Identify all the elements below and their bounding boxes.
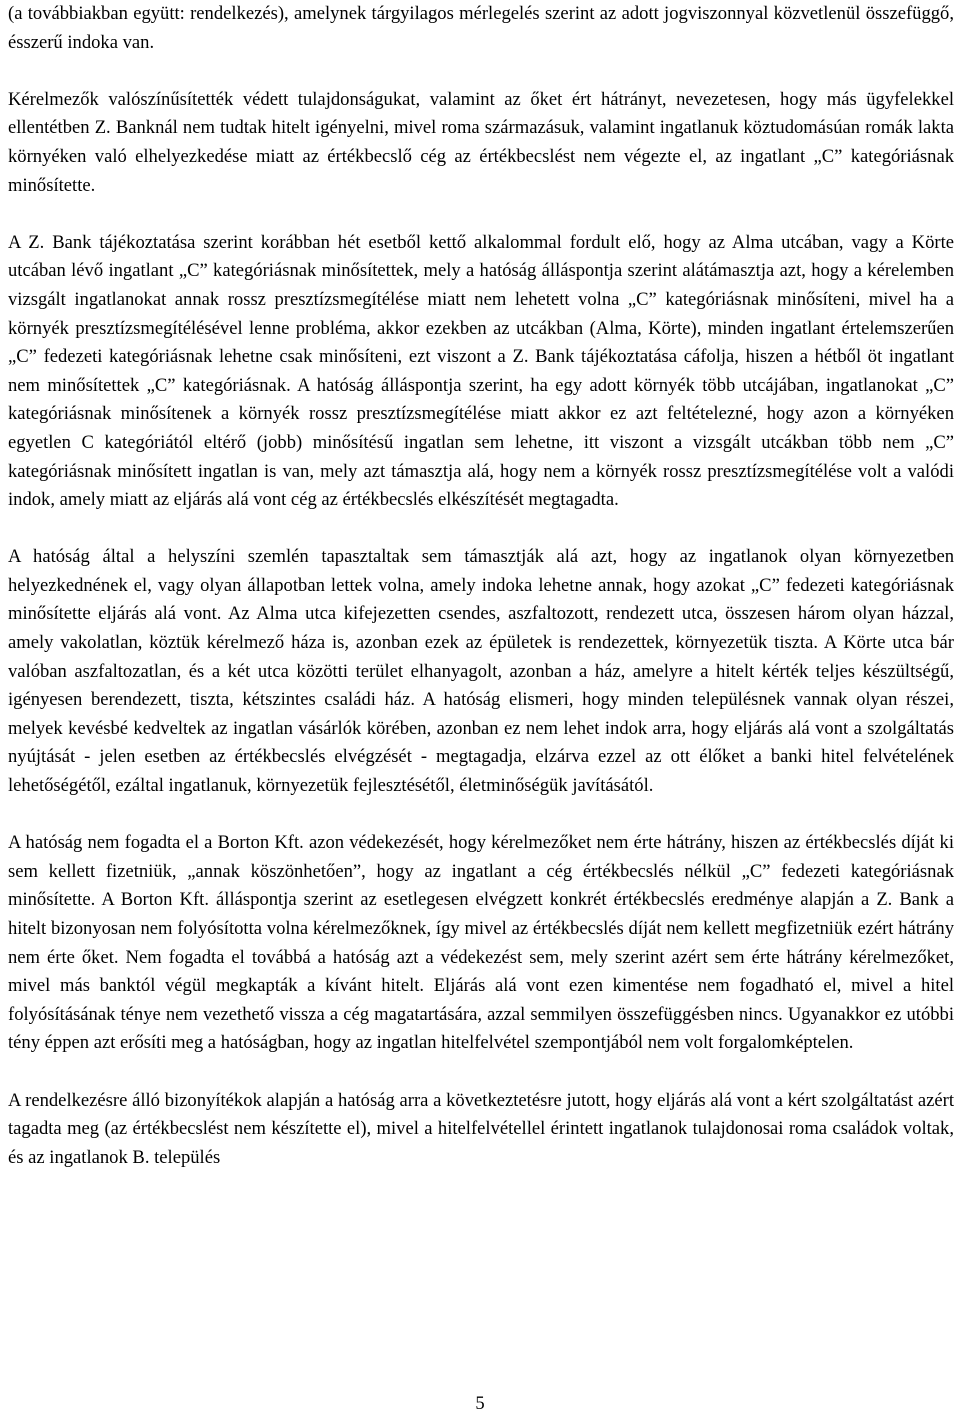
paragraph-1: (a továbbiakban együtt: rendelkezés), amelynek tárgyilagos mérlegelés szerint az adott jogviszonnyal közvetlenül összefüggő, ésszerű indoka van. xyxy=(8,3,954,53)
paragraph-gap xyxy=(8,57,954,86)
paragraph-4: A hatóság által a helyszíni szemlén tapasztaltak sem támasztják alá azt, hogy az ingatlanok olyan környezetben helyezkednének el, vagy olyan állapotban lettek volna, amely indoka lehetne annak, hogy azokat „C” fedezeti kategóriásnak minősítette eljárás alá vont. Az Alma utca kifejezetten csendes, aszfaltozott, rendezett utca, összesen három olyan házzal, amely vakolatlan, köztük kérelmező háza is, azonban ezek az épületek is rendezettek, környezetük tiszta. A Körte utca bár valóban aszfaltozatlan, és a két utca közötti terület elhanyagolt, azonban a ház, amelyre a hitelt kérték teljes készültségű, igényesen berendezett, tiszta, kétszintes családi ház. A hatóság elismeri, hogy minden településnek vannak olyan részei, melyek kevésbé kedveltek az ingatlan vásárlók körében, azonban ez nem lehet indok arra, hogy eljárás alá vont a szolgáltatás nyújtását - jelen esetben az értékbecslés elvégzését - megtagadja, elzárva ezzel az ott élőket a banki hitel felvételének lehetőségétől, ezáltal ingatlanuk, környezetük fejlesztésétől, életminőségük javításától. xyxy=(8,546,954,797)
paragraph-5: A hatóság nem fogadta el a Borton Kft. azon védekezését, hogy kérelmezőket nem érte hátrány, hiszen az értékbecslés díját ki sem kellett fizetniük, „annak köszönhetően”, hogy az ingatlant a cég értékbecslés nélkül „C” fedezeti kategóriásnak minősítette. A Borton Kft. álláspontja szerint az esetlegesen elvégzett konkrét értékbecslés eredménye alapján a Z. Bank a hitelt bizonyosan nem folyósította volna kérelmezőknek, így mivel az értékbecslés díját nem kellett megfizetniük ezért hátrány nem érte őket. Nem fogadta el továbbá a hatóság azt a védekezést sem, mely szerint azért sem érte hátrány kérelmezőket, mivel más banktól végül megkapták a kívánt hitelt. Eljárás alá vont ezen kimentése nem fogadható el, mivel a hitel folyósításának ténye nem vezethető vissza a cég magatartására, azzal semmilyen összefüggésben nincs. Ugyanakkor ez utóbbi tény éppen azt erősíti meg a hatóságban, hogy az ingatlan hitelfelvétel szempontjából nem volt forgalomképtelen. xyxy=(8,832,954,1054)
paragraph-2: Kérelmezők valószínűsítették védett tulajdonságukat, valamint az őket ért hátrányt, nevezetesen, hogy más ügyfelekkel ellentétben Z. Banknál nem tudtak hitelt igényelni, mivel roma származásuk, valamint ingatlanuk köztudomásúan romák lakta környéken való elhelyezkedése miatt az értékbecslő cég az értékbecslést nem végezte el, az ingatlant „C” kategóriásnak minősítette. xyxy=(8,88,954,196)
paragraph-gap xyxy=(8,515,954,544)
paragraph-6: A rendelkezésre álló bizonyítékok alapján a hatóság arra a következtetésre jutott, hogy eljárás alá vont a kért szolgáltatást azért tagadta meg (az értékbecslést nem készítette el), mivel a hitelfelvétellel érintett ingatlanok tulajdonosai roma családok voltak, és az ingatlanok B. település xyxy=(8,1089,954,1168)
paragraph-gap xyxy=(8,801,954,830)
paragraph-3: A Z. Bank tájékoztatása szerint korábban hét esetből kettő alkalommal fordult elő, hogy az Alma utcában, vagy a Körte utcában lévő ingatlant „C” kategóriásnak minősítettek, mely a hatóság álláspontja szerint alátámasztja azt, hogy a kérelemben vizsgált ingatlanokat annak rossz presztízsmegítélése miatt nem lehetett volna „C” kategóriásnak minősíteni, mivel ha a környék presztízsmegítélésével lenne probléma, akkor ezekben az utcákban (Alma, Körte), minden ingatlant értelemszerűen „C” fedezeti kategóriásnak lehetne csak minősíteni, ezt viszont a Z. Bank tájékoztatása cáfolja, hiszen a hétből öt ingatlant nem minősítettek „C” kategóriásnak. A hatóság álláspontja szerint, ha egy adott környék több utcájában, ingatlanokat „C” kategóriásnak minősítenek a környék rossz presztízsmegítélése miatt akkor ez azt feltételezné, hogy azon a környéken egyetlen C kategóriától eltérő (jobb) minősítésű ingatlan sem lehetne, itt viszont a vizsgált utcákban több nem „C” kategóriásnak minősített ingatlan is van, mely azt támasztja alá, hogy nem a környék rossz presztízsmegítélése volt a valódi indok, amely miatt az eljárás alá vont cég az értékbecslés elkészítését megtagadta. xyxy=(8,231,954,511)
document-body xyxy=(8,0,954,1172)
paragraph-gap xyxy=(8,1058,954,1087)
page-number: 5 xyxy=(475,1393,485,1414)
paragraph-gap xyxy=(8,200,954,229)
